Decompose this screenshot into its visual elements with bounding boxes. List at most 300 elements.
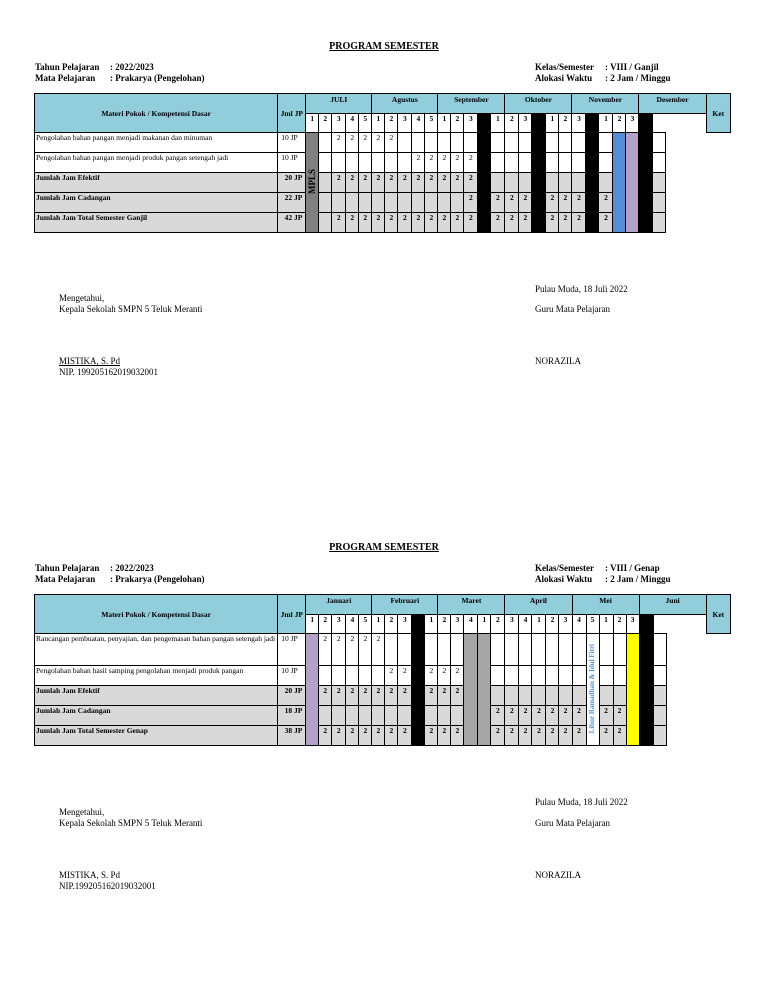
header-right-ganjil: [535, 62, 671, 84]
week-cell: 2: [572, 213, 586, 233]
week-cell: [346, 153, 359, 173]
week-cell: 2: [346, 726, 359, 746]
week-cell: 2: [346, 686, 359, 706]
week-cell: 2: [546, 726, 559, 746]
week-number: 5: [586, 615, 599, 634]
week-cell: [385, 193, 398, 213]
ket-cell: [653, 213, 666, 233]
week-number: 1: [478, 615, 491, 634]
week-cell: [572, 666, 586, 686]
alokasi-label: Alokasi Waktu: [535, 73, 593, 83]
week-number: 1: [599, 114, 613, 133]
week-number: 3: [572, 114, 586, 133]
tahun-label: Tahun Pelajaran: [35, 62, 100, 72]
week-cell: 2: [332, 213, 346, 233]
week-number: 1: [425, 615, 438, 634]
week-cell: 2: [451, 666, 464, 686]
week-number: 4: [346, 615, 359, 634]
week-cell: 2: [332, 133, 346, 153]
week-cell: [546, 634, 559, 666]
table-row: [35, 634, 731, 666]
col-materi: Materi Pokok / Kompetensi Dasar: [35, 94, 278, 133]
week-cell: 2: [572, 193, 586, 213]
week-number: 3: [505, 615, 519, 634]
week-cell: 2: [359, 726, 372, 746]
week-number: 4: [586, 114, 599, 133]
week-cell: [613, 666, 626, 686]
week-cell: [519, 133, 532, 153]
week-cell: [319, 193, 332, 213]
week-cell: [332, 193, 346, 213]
week-number: 3: [398, 114, 412, 133]
week-cell: [491, 666, 505, 686]
week-cell: [599, 634, 613, 666]
week-number: 2: [451, 114, 464, 133]
week-cell: [613, 686, 626, 706]
week-cell: [398, 153, 412, 173]
kelas-value: : VIII / Ganjil: [605, 62, 659, 72]
col-jml: Jml JP: [278, 94, 306, 133]
week-cell: 2: [319, 686, 332, 706]
week-number: 4: [532, 114, 546, 133]
ket-cell: [653, 706, 666, 726]
week-number: 2: [319, 615, 332, 634]
week-cell: [599, 686, 613, 706]
row-label: Rancangan pembuatan, penyajian, dan pengemasan bahan pangan setengah jadi: [35, 634, 278, 666]
week-cell: [639, 634, 653, 746]
week-cell: [398, 634, 412, 666]
week-cell: [505, 666, 519, 686]
week-cell: [464, 634, 478, 746]
week-cell: 2: [425, 686, 438, 706]
week-cell: 2: [491, 193, 505, 213]
week-number: 3: [519, 114, 532, 133]
week-cell: [319, 706, 332, 726]
week-number: 4: [346, 114, 359, 133]
week-cell: 2: [532, 726, 546, 746]
mapel-label: Mata Pelajaran: [35, 73, 96, 83]
week-cell: [412, 133, 425, 153]
week-cell: [532, 666, 546, 686]
week-cell: [586, 634, 599, 746]
week-cell: [532, 634, 546, 666]
week-cell: 2: [359, 634, 372, 666]
week-cell: 2: [412, 173, 425, 193]
week-cell: [346, 706, 359, 726]
week-number: 2: [491, 615, 505, 634]
week-cell: [491, 173, 505, 193]
alokasi-label: Alokasi Waktu: [535, 574, 593, 584]
col-jml: Jml JP: [278, 595, 306, 634]
week-cell: [425, 133, 438, 153]
week-cell: [425, 634, 438, 666]
week-cell: 2: [398, 726, 412, 746]
week-cell: [572, 686, 586, 706]
week-cell: [559, 133, 572, 153]
month-header: Januari: [306, 595, 372, 615]
row-jp: 20 JP: [278, 173, 306, 193]
row-jp: 38 JP: [278, 726, 306, 746]
week-cell: [546, 686, 559, 706]
week-cell: [359, 666, 372, 686]
week-cell: [372, 153, 385, 173]
week-number: 4: [639, 114, 653, 133]
week-cell: 2: [319, 726, 332, 746]
week-number: 3: [332, 114, 346, 133]
week-cell: 2: [464, 153, 478, 173]
week-cell: [438, 193, 451, 213]
week-cell: 2: [546, 213, 559, 233]
week-cell: 2: [398, 686, 412, 706]
week-cell: [519, 634, 532, 666]
week-cell: 2: [372, 726, 385, 746]
row-jp: 20 JP: [278, 686, 306, 706]
week-cell: [359, 706, 372, 726]
week-cell: [626, 634, 639, 746]
page-title-genap: PROGRAM SEMESTER: [329, 542, 439, 553]
month-header: Februari: [372, 595, 438, 615]
week-number: 2: [385, 615, 398, 634]
week-cell: [451, 133, 464, 153]
week-cell: 2: [519, 193, 532, 213]
week-cell: 2: [346, 213, 359, 233]
mengetahui-genap: Mengetahui,: [59, 807, 105, 817]
week-cell: [546, 153, 559, 173]
week-cell: 2: [332, 686, 346, 706]
week-cell: [332, 666, 346, 686]
row-label: Jumlah Jam Total Semester Genap: [35, 726, 278, 746]
week-number: 4: [572, 615, 586, 634]
week-cell: 2: [559, 726, 572, 746]
week-cell: 2: [332, 173, 346, 193]
week-cell: [385, 634, 398, 666]
week-cell: [372, 666, 385, 686]
week-cell: [319, 173, 332, 193]
place-date-genap: Pulau Muda, 18 Juli 2022: [535, 797, 628, 807]
week-cell: 2: [398, 173, 412, 193]
week-cell: 2: [425, 173, 438, 193]
week-cell: 2: [398, 213, 412, 233]
week-cell: [505, 686, 519, 706]
week-number: 2: [546, 615, 559, 634]
header-left-genap: [35, 563, 205, 585]
guru-name-ganjil: NORAZILA: [535, 356, 581, 366]
ket-cell: [653, 173, 666, 193]
week-cell: 2: [372, 634, 385, 666]
month-header: September: [438, 94, 505, 114]
week-cell: [398, 193, 412, 213]
week-cell: [491, 153, 505, 173]
week-cell: [519, 666, 532, 686]
ket-cell: [653, 726, 666, 746]
week-cell: [559, 173, 572, 193]
week-cell: [398, 133, 412, 153]
week-cell: 2: [332, 634, 346, 666]
week-cell: [546, 666, 559, 686]
week-number: 2: [438, 615, 451, 634]
week-cell: [306, 133, 319, 233]
row-label: Pengolahan bahan hasil samping pengolahan menjadi produk pangan: [35, 666, 278, 686]
week-cell: [572, 634, 586, 666]
week-cell: 2: [438, 666, 451, 686]
week-cell: [478, 133, 491, 233]
week-cell: [438, 706, 451, 726]
schedule-table-ganjil: [34, 93, 731, 233]
guru-title-genap: Guru Mata Pelajaran: [535, 818, 610, 828]
week-cell: 2: [505, 706, 519, 726]
week-number: 1: [372, 114, 385, 133]
mapel-value: : Prakarya (Pengelohan): [110, 574, 205, 584]
week-cell: [505, 133, 519, 153]
tahun-value: : 2022/2023: [110, 62, 154, 72]
week-cell: [546, 133, 559, 153]
col-materi: Materi Pokok / Kompetensi Dasar: [35, 595, 278, 634]
week-number: 1: [491, 114, 505, 133]
row-label: Jumlah Jam Cadangan: [35, 193, 278, 213]
week-cell: 2: [505, 213, 519, 233]
month-header: Oktober: [505, 94, 572, 114]
week-number: 1: [546, 114, 559, 133]
week-cell: 2: [546, 193, 559, 213]
week-cell: [385, 706, 398, 726]
week-cell: [385, 153, 398, 173]
week-cell: 2: [464, 193, 478, 213]
week-cell: 2: [372, 173, 385, 193]
week-cell: 2: [519, 213, 532, 233]
week-cell: [572, 173, 586, 193]
week-cell: [572, 133, 586, 153]
week-cell: 2: [491, 213, 505, 233]
row-jp: 18 JP: [278, 706, 306, 726]
week-number: 1: [532, 615, 546, 634]
week-cell: 2: [559, 706, 572, 726]
month-header: Agustus: [372, 94, 438, 114]
week-cell: [306, 634, 319, 746]
week-cell: [332, 153, 346, 173]
mapel-value: : Prakarya (Pengelohan): [110, 73, 205, 83]
tahun-value: : 2022/2023: [110, 563, 154, 573]
week-cell: 2: [572, 706, 586, 726]
schedule-table-genap: [34, 594, 731, 746]
week-cell: 2: [519, 706, 532, 726]
row-label: Jumlah Jam Efektif: [35, 686, 278, 706]
row-label: Jumlah Jam Total Semester Ganjil: [35, 213, 278, 233]
row-label: Pengolahan bahan pangan menjadi produk pangan setengah jadi: [35, 153, 278, 173]
week-cell: 2: [532, 706, 546, 726]
week-cell: [559, 634, 572, 666]
row-jp: 10 JP: [278, 133, 306, 153]
alokasi-value: : 2 Jam / Minggu: [605, 73, 671, 83]
kepsek-nip-genap: NIP.199205162019032001: [59, 881, 156, 891]
week-cell: [372, 193, 385, 213]
week-cell: 2: [346, 634, 359, 666]
week-number: 2: [319, 114, 332, 133]
row-label: Pengolahan bahan pangan menjadi makanan dan minuman: [35, 133, 278, 153]
week-cell: [491, 686, 505, 706]
mapel-label: Mata Pelajaran: [35, 574, 96, 584]
week-cell: 2: [385, 173, 398, 193]
week-cell: 2: [451, 153, 464, 173]
row-jp: 22 JP: [278, 193, 306, 213]
week-cell: [546, 173, 559, 193]
week-number: 4: [412, 615, 425, 634]
week-cell: [586, 133, 599, 233]
week-cell: [572, 153, 586, 173]
week-cell: [346, 666, 359, 686]
week-cell: [532, 133, 546, 233]
week-number: 2: [613, 114, 626, 133]
week-cell: [559, 686, 572, 706]
guru-title-ganjil: Guru Mata Pelajaran: [535, 304, 610, 314]
kepsek-name-ganjil: MISTIKA, S. Pd: [59, 356, 121, 366]
kepsek-nip-ganjil: NIP. 199205162019032001: [59, 367, 159, 377]
month-header: Juni: [639, 595, 706, 615]
week-number: 1: [438, 114, 451, 133]
col-ket: Ket: [706, 94, 730, 133]
week-cell: 2: [491, 726, 505, 746]
week-number: 4: [412, 114, 425, 133]
week-number: 4: [464, 615, 478, 634]
week-cell: [505, 173, 519, 193]
week-cell: 2: [438, 173, 451, 193]
week-cell: 2: [451, 686, 464, 706]
week-cell: 2: [464, 213, 478, 233]
week-cell: 2: [519, 726, 532, 746]
week-cell: [425, 193, 438, 213]
mengetahui-ganjil: Mengetahui,: [59, 293, 105, 303]
week-number: 5: [359, 114, 372, 133]
week-cell: [412, 193, 425, 213]
week-cell: 2: [559, 193, 572, 213]
week-cell: [491, 634, 505, 666]
page-title-ganjil: PROGRAM SEMESTER: [329, 41, 439, 52]
row-jp: 10 JP: [278, 666, 306, 686]
week-cell: [332, 706, 346, 726]
week-cell: 2: [599, 726, 613, 746]
week-cell: 2: [599, 193, 613, 213]
week-number: 4: [639, 615, 653, 634]
header-right-genap: [535, 563, 671, 585]
week-cell: 2: [491, 706, 505, 726]
week-cell: 2: [332, 726, 346, 746]
kelas-label: Kelas/Semester: [535, 563, 594, 573]
ket-cell: [653, 666, 666, 686]
week-cell: 2: [385, 726, 398, 746]
week-cell: 2: [451, 213, 464, 233]
week-cell: 2: [425, 213, 438, 233]
week-cell: 2: [346, 173, 359, 193]
week-cell: [491, 133, 505, 153]
week-cell: 2: [451, 173, 464, 193]
kelas-label: Kelas/Semester: [535, 62, 594, 72]
week-cell: [505, 153, 519, 173]
week-cell: 2: [559, 213, 572, 233]
week-cell: [464, 133, 478, 153]
week-cell: 2: [599, 706, 613, 726]
week-cell: 2: [372, 686, 385, 706]
week-cell: [359, 193, 372, 213]
week-cell: [319, 153, 332, 173]
kepsek-title-ganjil: Kepala Sekolah SMPN 5 Teluk Meranti: [59, 304, 203, 314]
week-cell: 2: [346, 133, 359, 153]
week-cell: [359, 153, 372, 173]
ket-cell: [653, 634, 666, 666]
week-cell: 2: [359, 173, 372, 193]
week-number: 2: [505, 114, 519, 133]
week-number: 1: [372, 615, 385, 634]
month-header: Maret: [438, 595, 505, 615]
week-cell: 2: [505, 193, 519, 213]
week-cell: [559, 153, 572, 173]
row-jp: 10 JP: [278, 153, 306, 173]
kelas-value: : VIII / Genap: [605, 563, 660, 573]
week-cell: 2: [546, 706, 559, 726]
week-number: 1: [306, 615, 319, 634]
week-cell: 2: [385, 666, 398, 686]
week-cell: 2: [451, 726, 464, 746]
week-cell: 2: [359, 213, 372, 233]
week-cell: [519, 686, 532, 706]
kepsek-title-genap: Kepala Sekolah SMPN 5 Teluk Meranti: [59, 818, 203, 828]
ket-cell: [653, 686, 666, 706]
week-number: 4: [478, 114, 491, 133]
month-header: November: [572, 94, 639, 114]
week-cell: 2: [385, 133, 398, 153]
week-number: 2: [385, 114, 398, 133]
week-cell: 2: [425, 726, 438, 746]
row-label: Jumlah Jam Cadangan: [35, 706, 278, 726]
week-cell: [425, 706, 438, 726]
month-header: JULI: [306, 94, 372, 114]
week-cell: [532, 686, 546, 706]
week-cell: 2: [425, 153, 438, 173]
header-left-ganjil: [35, 62, 205, 84]
table-row: [35, 133, 731, 153]
week-cell: [438, 133, 451, 153]
week-cell: [398, 706, 412, 726]
week-cell: [451, 634, 464, 666]
week-cell: 2: [572, 726, 586, 746]
month-header: April: [505, 595, 572, 615]
week-cell: 2: [438, 153, 451, 173]
ket-cell: [653, 193, 666, 213]
week-cell: [372, 706, 385, 726]
week-cell: [319, 213, 332, 233]
week-cell: 2: [613, 726, 626, 746]
week-cell: 2: [505, 726, 519, 746]
row-jp: 10 JP: [278, 634, 306, 666]
week-cell: [519, 153, 532, 173]
week-number: 3: [398, 615, 412, 634]
week-cell: [599, 153, 613, 173]
week-cell: [412, 634, 425, 746]
week-cell: 2: [438, 686, 451, 706]
week-cell: 2: [599, 213, 613, 233]
row-label: Jumlah Jam Efektif: [35, 173, 278, 193]
week-cell: [319, 666, 332, 686]
row-jp: 42 JP: [278, 213, 306, 233]
week-cell: 2: [412, 213, 425, 233]
week-cell: 2: [359, 133, 372, 153]
week-number: 2: [613, 615, 626, 634]
week-number: 3: [559, 615, 572, 634]
week-cell: [519, 173, 532, 193]
kepsek-name-genap: MISTIKA, S. Pd: [59, 870, 121, 880]
week-cell: [319, 133, 332, 153]
month-header: Mei: [572, 595, 639, 615]
month-header: Desember: [639, 94, 706, 114]
week-number: 4: [519, 615, 532, 634]
